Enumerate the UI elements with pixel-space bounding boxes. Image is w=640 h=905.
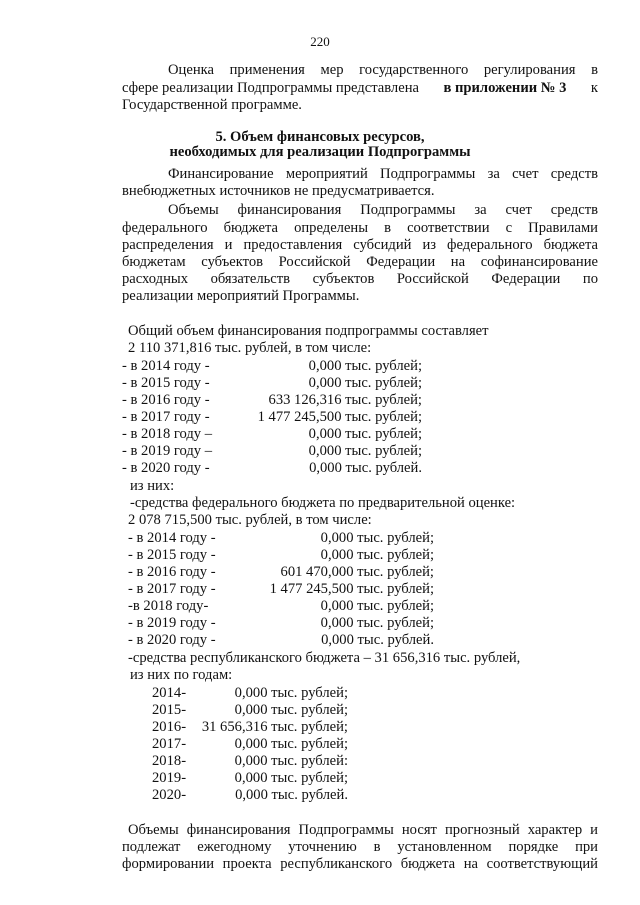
para2-line-1: Объемы финансирования Подпрограммы за счет средств [168,202,598,218]
para1-line-1: Финансирование мероприятий Подпрограммы за счет средств [168,166,598,182]
year-label: 2014- [152,685,187,701]
year-value: 0,000 тыс. рублей; [320,547,434,563]
closing-line-1: Объемы финансирования Подпрограммы носят прогнозный характер и [128,822,598,838]
para2-line-3: распределения и предоставления субсидий из федерального бюджета [122,237,598,253]
section-title-line-1: 5. Объем финансовых ресурсов, [215,129,425,145]
year-value: 0,000 тыс. рублей; [234,736,348,752]
year-label: - в 2018 году – [122,426,213,442]
year-value: 0,000 тыс. рублей; [234,685,348,701]
year-label: 2015- [152,702,187,718]
year-label: - в 2017 году - [128,581,216,597]
intro-line-2-text: сфере реализации Подпрограммы представлена [122,80,419,96]
total-line-2: 2 110 371,816 тыс. рублей, в том числе: [128,340,372,356]
year-value: 601 470,000 тыс. рублей; [280,564,434,580]
year-label: - в 2014 году - [128,530,216,546]
year-label: - в 2019 году - [128,615,216,631]
intro-line-1: Оценка применения мер государственного регулирования в [168,62,598,78]
page-number: 220 [310,34,330,49]
para2-line-2: федерального бюджета определены в соответствии с Правилами [122,220,598,236]
closing-line-3: формировании проекта республиканского бюджета на соответствующий [122,856,598,872]
year-label: - в 2014 году - [122,358,210,374]
section-title-line-2: необходимых для реализации Подпрограммы [169,144,471,160]
year-label: - в 2019 году – [122,443,213,459]
year-label: - в 2015 году - [128,547,216,563]
federal-line-2: 2 078 715,500 тыс. рублей, в том числе: [128,512,372,528]
year-value: 0,000 тыс. рублей; [308,443,422,459]
intro-line-3: Государственной программе. [122,97,302,113]
year-value: 0,000 тыс. рублей. [321,632,434,648]
year-value: 633 126,316 тыс. рублей; [268,392,422,408]
of-them-label: из них: [130,478,175,494]
year-value: 0,000 тыс. рублей; [320,598,434,614]
year-label: - в 2017 году - [122,409,210,425]
intro-line-2-end: к [590,80,598,96]
year-label: - в 2020 году - [128,632,216,648]
year-label: 2018- [152,753,187,769]
year-value: 0,000 тыс. рублей; [234,770,348,786]
year-value: 0,000 тыс. рублей. [235,787,348,803]
total-line-1: Общий объем финансирования подпрограммы составляет [128,323,489,339]
year-value: 0,000 тыс. рублей. [309,460,422,476]
year-label: - в 2016 году - [122,392,210,408]
year-label: -в 2018 году- [128,598,209,614]
year-label: 2017- [152,736,187,752]
year-label: 2019- [152,770,187,786]
year-value: 0,000 тыс. рублей; [308,358,422,374]
year-value: 0,000 тыс. рублей; [320,615,434,631]
republic-line-2: из них по годам: [130,667,233,683]
year-value: 0,000 тыс. рублей; [234,702,348,718]
year-label: - в 2020 году - [122,460,210,476]
year-value: 0,000 тыс. рублей; [308,375,422,391]
closing-line-2: подлежат ежегодному уточнению в установленном порядке при [122,839,598,855]
year-value: 0,000 тыс. рублей; [308,426,422,442]
para1-line-2: внебюджетных источников не предусматривается. [122,183,435,199]
para2-line-6: реализации мероприятий Программы. [122,288,360,304]
republic-line-1: -средства республиканского бюджета – 31 656,316 тыс. рублей, [128,650,521,666]
intro-line-2 [122,80,598,97]
year-value: 0,000 тыс. рублей: [234,753,348,769]
year-value: 31 656,316 тыс. рублей; [201,719,348,735]
federal-line-1: -средства федерального бюджета по предварительной оценке: [130,495,516,511]
year-value: 1 477 245,500 тыс. рублей; [269,581,434,597]
para2-line-5: расходных обязательств субъектов Российской Федерации по [122,271,598,287]
year-label: 2016- [152,719,187,735]
year-value: 1 477 245,500 тыс. рублей; [257,409,422,425]
year-label: - в 2016 году - [128,564,216,580]
year-value: 0,000 тыс. рублей; [320,530,434,546]
year-label: - в 2015 году - [122,375,210,391]
para2-line-4: бюджетам субъектов Российской Федерации на софинансирование [122,254,598,270]
year-label: 2020- [152,787,187,803]
appendix-reference: в приложении № 3 [443,80,567,96]
